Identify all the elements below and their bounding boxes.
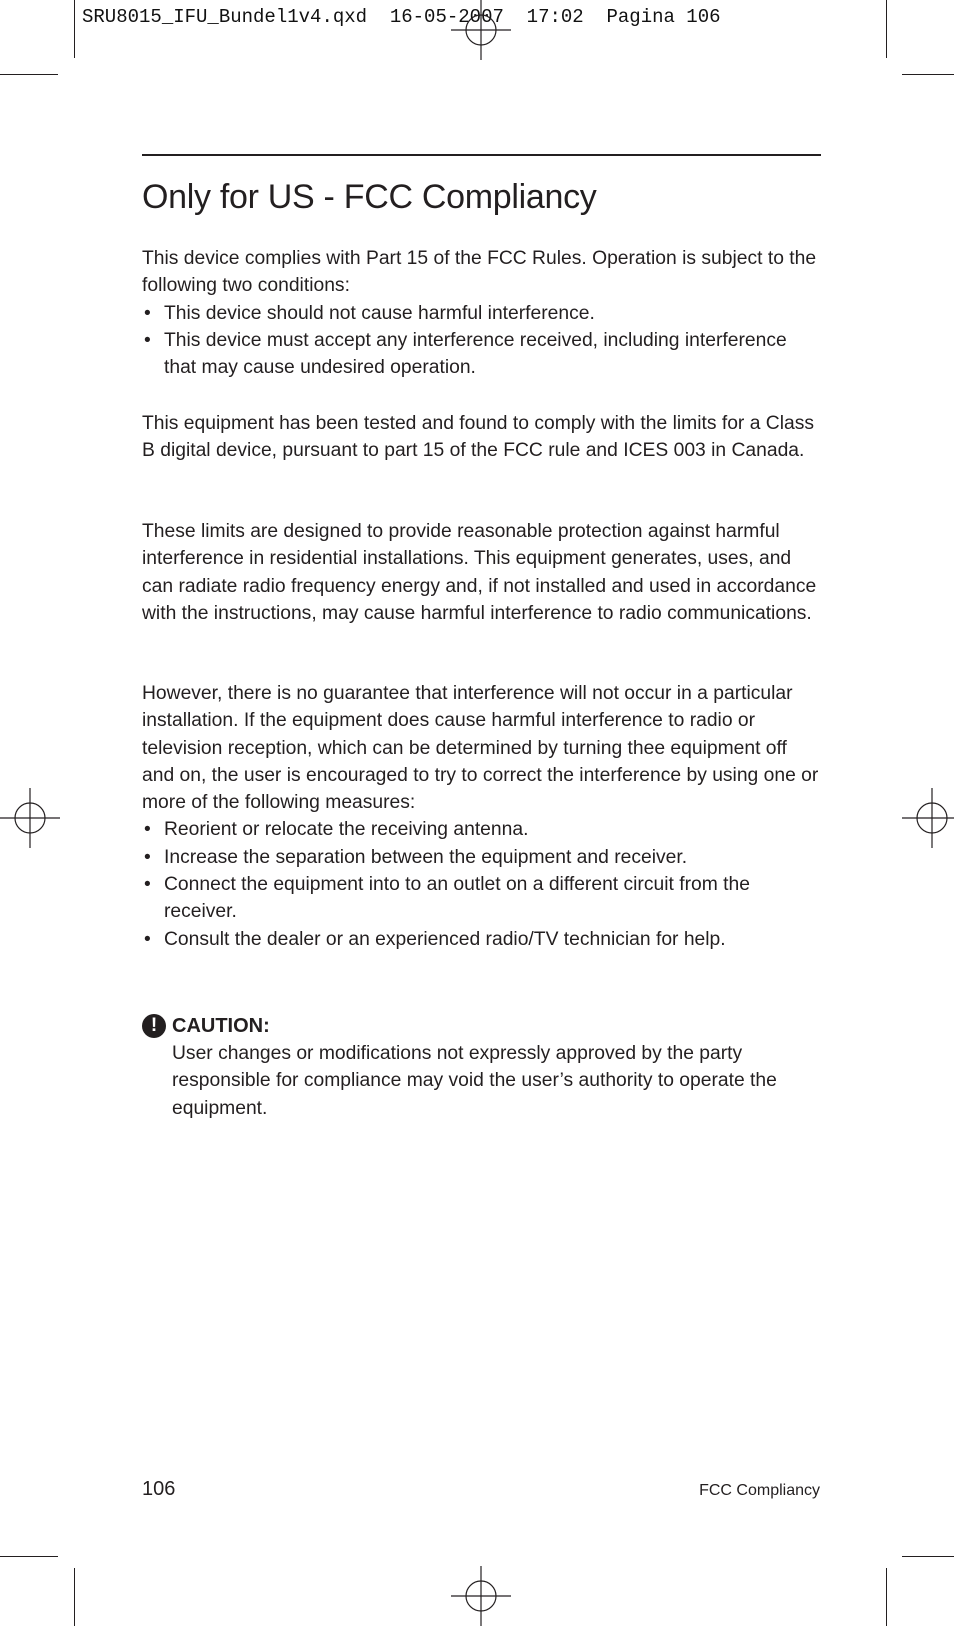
list-item: • Connect the equipment into to an outlet on a different circuit from the receiver.: [142, 871, 820, 926]
page-number: 106: [142, 1478, 176, 1500]
registration-mark-top: [451, 0, 511, 60]
list-item: • This device should not cause harmful interference.: [142, 300, 820, 327]
registration-mark-left: [0, 788, 60, 848]
title-rule: [142, 154, 821, 156]
class-b-paragraph: [142, 410, 820, 465]
printer-slug-line: SRU8015_IFU_Bundel1v4.qxd 16-05-2007 17:02 Pagina 106: [82, 6, 721, 28]
limits-paragraph: [142, 518, 820, 627]
fcc-conditions-list: [142, 300, 820, 382]
measures-list: [142, 816, 820, 952]
caution-heading: CAUTION:: [172, 1015, 270, 1037]
registration-mark-bottom: [451, 1566, 511, 1626]
limits-text: These limits are designed to provide reasonable protection against harmful interference in residential installations. This equipment generates, uses, and can radiate radio frequency energy and, if not installed and used in accordance with the instructions, may cause harmful interference to radio communications.: [142, 521, 817, 624]
list-item: • Increase the separation between the equipment and receiver.: [142, 844, 820, 871]
measures-intro: However, there is no guarantee that interference will not occur in a particular installation. If the equipment does cause harmful interference to radio or television reception, which can be determined by turning thee equipment off and on, the user is encouraged to try to correct the interference by using one or more of the following measures:: [142, 683, 819, 814]
exclamation-icon: !: [142, 1014, 166, 1038]
caution-box: [172, 1012, 822, 1122]
caution-text: User changes or modifications not expressly approved by the party responsible for compliance may void the user’s authority to operate the equipment.: [172, 1043, 777, 1119]
list-item: • Consult the dealer or an experienced radio/TV technician for help.: [142, 926, 820, 953]
page-title: Only for US - FCC Compliancy: [142, 178, 597, 216]
registration-mark-right: [902, 788, 954, 848]
class-b-text: This equipment has been tested and found to comply with the limits for a Class B digital device, pursuant to part 15 of the FCC rule and ICES 003 in Canada.: [142, 413, 814, 462]
running-footer-title: FCC Compliancy: [699, 1482, 820, 1499]
list-item: • This device must accept any interference received, including interference that may cause undesired operation.: [142, 327, 820, 382]
fcc-conditions-section: [142, 245, 820, 381]
list-item: • Reorient or relocate the receiving antenna.: [142, 816, 820, 843]
fcc-conditions-intro: This device complies with Part 15 of the FCC Rules. Operation is subject to the following two conditions:: [142, 248, 817, 297]
measures-section: [142, 680, 820, 953]
